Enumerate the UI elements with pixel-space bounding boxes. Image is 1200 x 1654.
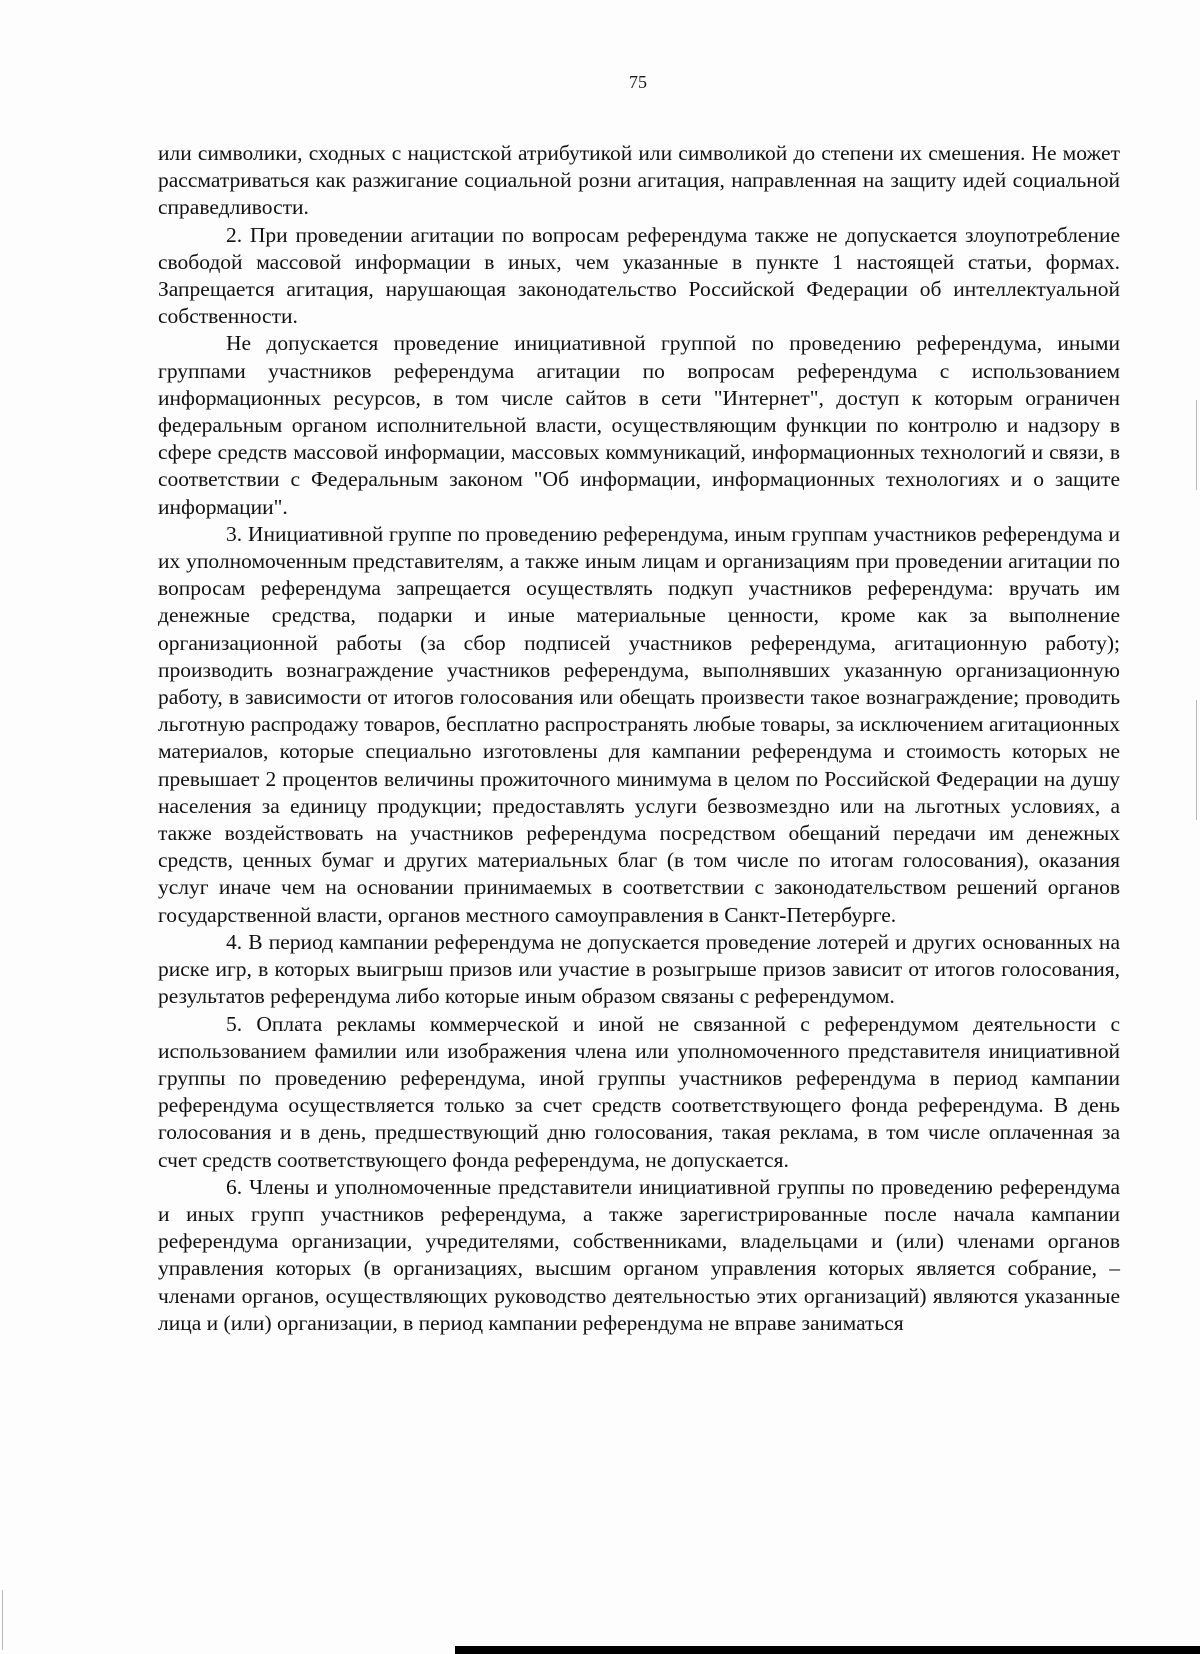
paragraph-item-6: 6. Члены и уполномоченные представители инициативной группы по проведению референдума и иных групп участников референдума, а также зарегистрированные после начала кампании референдума организации, учредителями, собственниками, владельцами и (или) членами органов управления которых (в организациях, высшим органом управления которых является собрание, – членами органов, осуществляющих руководство деятельностью этих организаций) являются указанные лица и (или) организации, в период кампании референдума не вправе заниматься bbox=[158, 1174, 1120, 1335]
paragraph-item-2: 2. При проведении агитации по вопросам референдума также не допускается злоупотребление свободой массовой информации в иных, чем указанные в пункте 1 настоящей статьи, формах. Запрещается агитация, нарушающая законодательство Российской Федерации об интеллектуальной собственности. bbox=[158, 222, 1120, 329]
document-body bbox=[158, 140, 1120, 1337]
paragraph-item-3: 3. Инициативной группе по проведению референдума, иным группам участников референдума и их уполномоченным представителям, а также иным лицам и организациям при проведении агитации по вопросам референдума запрещается осуществлять подкуп участников референдума: вручать им денежные средства, подарки и иные материальные ценности, кроме как за выполнение организационной работы (за сбор подписей участников референдума, агитационную работу); производить вознаграждение участников референдума, выполнявших указанную организационную работу, в зависимости от итогов голосования или обещать произвести такое вознаграждение; проводить льготную распродажу товаров, бесплатно распространять любые товары, за исключением агитационных материалов, которые специально изготовлены для кампании референдума и стоимость которых не превышает 2 процентов величины прожиточного минимума в целом по Российской Федерации на душу населения за единицу продукции; предоставлять услуги безвозмездно или на льготных условиях, а также воздействовать на участников референдума посредством обещаний передачи им денежных средств, ценных бумаг и других материальных благ (в том числе по итогам голосования), оказания услуг иначе чем на основании принимаемых в соответствии с законодательством решений органов государственной власти, органов местного самоуправления в Санкт-Петербурге. bbox=[158, 521, 1120, 927]
scan-artifact-right-middle bbox=[1196, 700, 1197, 820]
paragraph-continuation: или символики, сходных с нацистской атрибутикой или символикой до степени их смешения. Не может рассматриваться как разжигание социальной розни агитация, направленная на защиту идей социальной справедливости. bbox=[158, 141, 1120, 220]
page-number: 75 bbox=[629, 72, 647, 92]
paragraph-item-4: 4. В период кампании референдума не допускается проведение лотерей и других основанных на риске игр, в которых выигрыш призов или участие в розыгрыше призов зависит от итогов голосования, результатов референдума либо которые иным образом связаны с референдумом. bbox=[158, 929, 1120, 1009]
paragraph-item-5: 5. Оплата рекламы коммерческой и иной не связанной с референдумом деятельности с использованием фамилии или изображения члена или уполномоченного представителя инициативной группы по проведению референдума, иной группы участников референдума в период кампании референдума осуществляется только за счет средств соответствующего фонда референдума. В день голосования и в день, предшествующий дню голосования, такая реклама, в том числе оплаченная за счет средств соответствующего фонда референдума, не допускается. bbox=[158, 1011, 1120, 1172]
scan-artifact-left-bottom bbox=[2, 1590, 3, 1650]
scan-edge-bar bbox=[455, 1646, 1200, 1654]
paragraph-internet-restriction: Не допускается проведение инициативной группой по проведению референдума, иными группами участников референдума агитации по вопросам референдума с использованием информационных ресурсов, в том числе сайтов в сети "Интернет", доступ к которым ограничен федеральным органом исполнительной власти, осуществляющим функции по контролю и надзору в сфере средств массовой информации, массовых коммуникаций, информационных технологий и связи, в соответствии с Федеральным законом "Об информации, информационных технологиях и о защите информации". bbox=[158, 331, 1120, 519]
scan-artifact-right-top bbox=[1196, 400, 1197, 490]
